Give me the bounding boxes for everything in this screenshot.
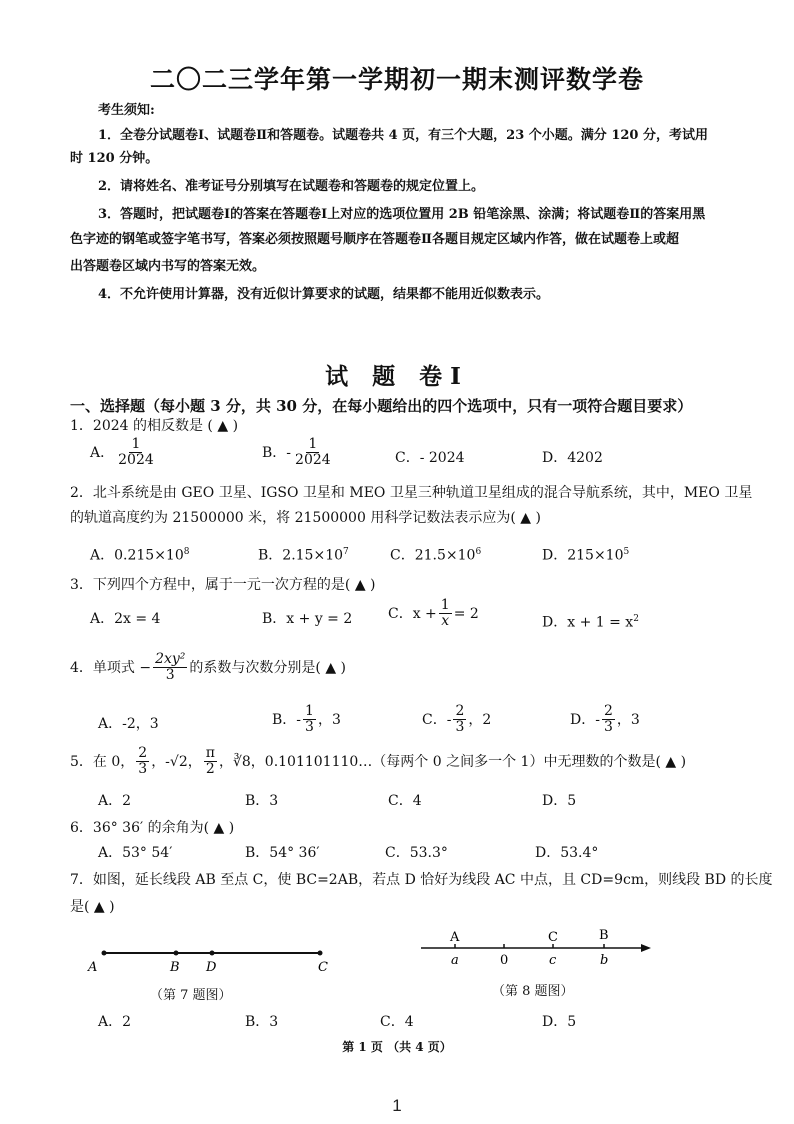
q5-option-b: B．3: [245, 793, 279, 809]
point-d: [210, 951, 215, 956]
notice-line: 时 120 分钟。: [70, 151, 159, 166]
option-tail: = 2: [453, 605, 479, 622]
notice-heading: 考生须知:: [98, 103, 155, 118]
label-upper-b: B: [599, 928, 609, 943]
label-lower-c: c: [549, 953, 557, 968]
q4-option-b: [272, 704, 341, 736]
option-text: D．x + 1 = x: [542, 614, 634, 631]
question-7-line: 是( ▲ ): [70, 899, 115, 915]
denominator: 3: [603, 719, 613, 736]
q7-option-b: B．3: [245, 1014, 279, 1030]
label-a: A: [88, 960, 98, 975]
q2-option-c: [390, 542, 481, 566]
denominator: 2024: [295, 452, 331, 469]
question-1-stem: 1．2024 的相反数是 ( ▲ ): [70, 418, 239, 434]
q2-option-b: [258, 542, 349, 566]
exponent: 8: [183, 547, 190, 557]
denominator: 3: [305, 719, 314, 736]
q6-option-d: D．53.4°: [535, 845, 599, 861]
point-a: [102, 951, 107, 956]
notice-line: 3．答题时，把试题卷Ⅰ的答案在答题卷Ⅰ上对应的选项位置用 2B 铅笔涂黑、涂满；将试题卷Ⅱ的答案用黑: [98, 207, 706, 222]
fraction: [153, 652, 187, 684]
q7-option-d: D．5: [542, 1014, 577, 1030]
q4-option-d: [570, 704, 640, 736]
q3-option-d: [542, 609, 639, 633]
numerator: 1: [131, 436, 141, 452]
numerator: 2: [603, 703, 613, 719]
notice-line: 4．不允许使用计算器，没有近似计算要求的试题，结果都不能用近似数表示。: [98, 287, 550, 302]
figure-8: [415, 925, 660, 979]
question-2-line: 的轨道高度约为 21500000 米，将 21500000 用科学记数法表示应为( ▲ ): [70, 510, 541, 526]
label-lower-a: a: [451, 953, 459, 968]
q6-option-a: A．53° 54′: [98, 845, 173, 861]
option-text: B．2.15×10: [258, 547, 344, 564]
page-title: 二〇二三学年第一学期初一期末测评数学卷: [149, 65, 644, 94]
stem-text: 的系数与次数分别是( ▲ ): [189, 659, 347, 676]
fraction: [453, 704, 466, 736]
exponent: 5: [623, 547, 630, 557]
q1-option-c: C．- 2024: [395, 450, 465, 466]
numerator: 2: [455, 703, 465, 719]
fraction: [293, 437, 333, 469]
option-tail: ，3: [616, 711, 640, 728]
label-upper-a: A: [450, 930, 460, 945]
point-b: [174, 951, 179, 956]
fraction: [303, 704, 316, 736]
fraction: [204, 746, 217, 778]
option-label: C．-: [422, 711, 452, 728]
figure-7-caption: （第 7 题图）: [150, 988, 232, 1003]
label-zero: 0: [500, 953, 509, 968]
q3-option-b: B．x + y = 2: [262, 611, 353, 627]
q3-option-a: A．2x = 4: [90, 611, 161, 627]
denominator: 2: [205, 761, 215, 778]
option-text: C．21.5×10: [390, 547, 476, 564]
page-footer: 第 1 页 （共 4 页）: [342, 1040, 452, 1054]
fraction: [136, 746, 149, 778]
arrow-head: [641, 944, 651, 952]
denominator: 2024: [118, 452, 154, 469]
option-label: B．-: [272, 711, 302, 728]
point-c: [318, 951, 323, 956]
q1-option-d: D．4202: [542, 450, 603, 466]
denominator: x: [441, 613, 450, 630]
q3-option-c: [388, 598, 479, 630]
q2-option-a: [90, 542, 189, 566]
exponent: 6: [475, 547, 482, 557]
notice-line: 1．全卷分试题卷Ⅰ、试题卷Ⅱ和答题卷。试题卷共 4 页，有三个大题，23 个小题。满分 120 分，考试用: [98, 128, 708, 143]
option-tail: ，2: [468, 711, 492, 728]
stem-text: ，-√2，: [151, 753, 202, 770]
q2-option-d: [542, 542, 629, 566]
q4-option-c: [422, 704, 491, 736]
question-6-stem: 6．36° 36′ 的余角为( ▲ ): [70, 820, 235, 836]
notice-line: 出答题卷区域内书写的答案无效。: [70, 259, 266, 274]
label-upper-c: C: [548, 930, 558, 945]
stem-text: 5．在 0，: [70, 753, 135, 770]
question-2-line: 2．北斗系统是由 GEO 卫星、IGSO 卫星和 MEO 卫星三种轨道卫星组成的混合导航系统，其中，MEO 卫星: [70, 485, 753, 501]
numerator: 2xy²: [155, 651, 186, 667]
q7-option-c: C．4: [380, 1014, 414, 1030]
option-label: B．-: [262, 444, 292, 461]
option-label: D．-: [570, 711, 600, 728]
option-text: A．0.215×10: [90, 547, 184, 564]
page-number: 1: [392, 1096, 402, 1115]
question-7-line: 7．如图，延长线段 AB 至点 C，使 BC=2AB，若点 D 恰好为线段 AC 中点，且 CD=9cm，则线段 BD 的长度: [70, 872, 773, 888]
numerator: 1: [305, 703, 314, 719]
option-text: D．215×10: [542, 547, 624, 564]
q6-option-b: B．54° 36′: [245, 845, 320, 861]
option-tail: ，3: [317, 711, 341, 728]
stem-text: ，∛8，0.101101110…（每两个 0 之间多一个 1）中无理数的个数是( ▲ ): [218, 753, 687, 770]
q4-option-a: A．-2，3: [98, 716, 159, 732]
label-lower-b: b: [600, 953, 609, 968]
q7-option-a: A．2: [98, 1014, 132, 1030]
q5-option-c: C．4: [388, 793, 422, 809]
denominator: 3: [138, 761, 148, 778]
stem-text: 4．单项式 −: [70, 659, 152, 676]
numerator: 2: [138, 745, 148, 761]
option-label: C．x +: [388, 605, 437, 622]
numerator: 1: [440, 597, 450, 613]
fraction: [602, 704, 615, 736]
denominator: 3: [165, 667, 175, 684]
fraction: [439, 598, 452, 630]
label-b: B: [170, 960, 180, 975]
notice-line: 色字迹的钢笔或签字笔书写，答案必须按照题号顺序在答题卷Ⅱ各题目规定区域内作答，做在试题卷上或超: [70, 232, 679, 247]
figure-8-caption: （第 8 题图）: [492, 984, 574, 999]
exponent: 7: [343, 547, 349, 557]
fraction: [116, 437, 156, 469]
numerator: π: [205, 745, 215, 761]
q6-option-c: C．53.3°: [385, 845, 448, 861]
question-4-stem: [70, 652, 346, 684]
q5-option-a: A．2: [98, 793, 132, 809]
numerator: 1: [308, 436, 318, 452]
figure-7: [80, 935, 350, 984]
denominator: 3: [455, 719, 465, 736]
label-d: D: [206, 960, 217, 975]
q1-option-a: [90, 437, 158, 469]
section-title: 试 题 卷Ⅰ: [325, 363, 469, 390]
notice-line: 2．请将姓名、准考证号分别填写在试题卷和答题卷的规定位置上。: [98, 179, 485, 194]
option-label: A．: [90, 444, 115, 461]
exponent: 2: [633, 614, 639, 624]
q1-option-b: [262, 437, 335, 469]
label-c: C: [318, 960, 328, 975]
part-one-heading: 一、选择题（每小题 3 分，共 30 分，在每小题给出的四个选项中，只有一项符合题目要求）: [70, 397, 693, 415]
question-5-stem: [70, 746, 686, 778]
question-3-stem: 3．下列四个方程中，属于一元一次方程的是( ▲ ): [70, 577, 376, 593]
q5-option-d: D．5: [542, 793, 577, 809]
